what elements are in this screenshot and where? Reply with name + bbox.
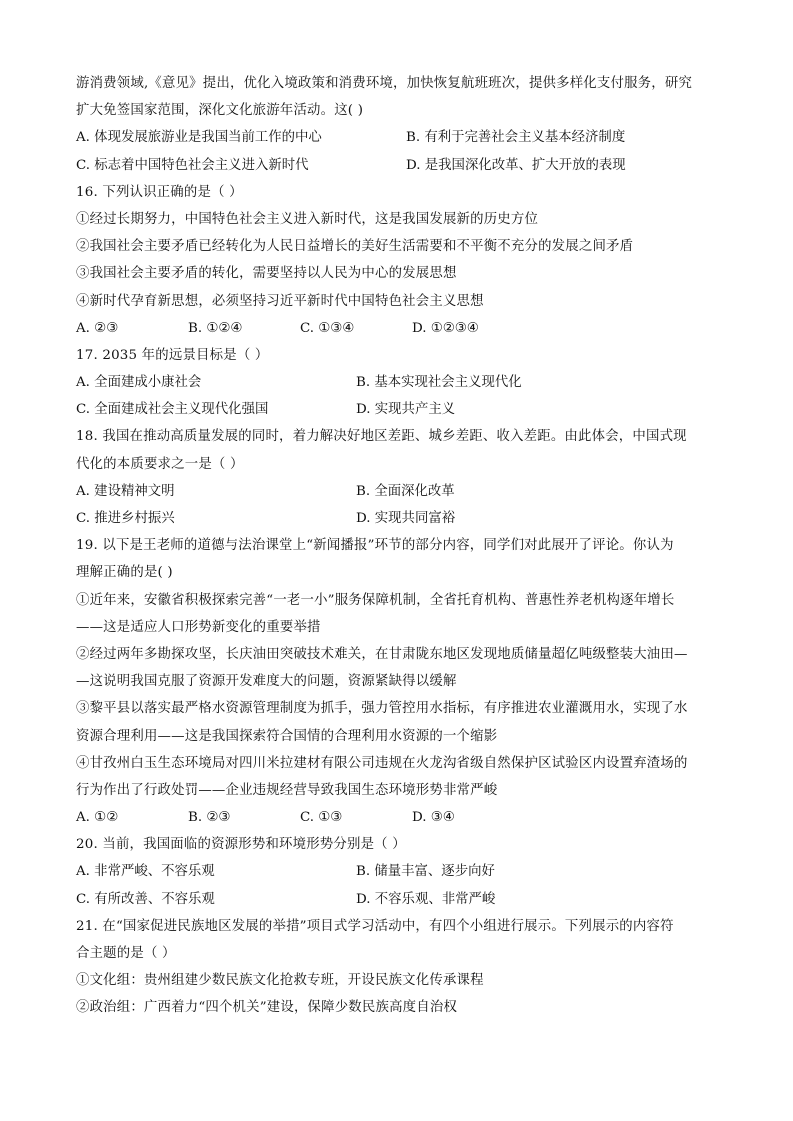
question-stem-line: 16. 下列认识正确的是（ ） [76,184,243,200]
option-row [76,369,721,396]
option-a: A. 全面建成小康社会 [76,375,202,391]
option-c: C. ①③ [300,810,343,826]
statement-item: ①文化组：贵州组建少数民族文化抢救专班，开设民族文化传承课程 [76,973,484,989]
option-d: D. 是我国深化改革、扩大开放的表现 [406,157,626,173]
option-row [76,886,721,913]
question-stem-line: 18. 我国在推动高质量发展的同时，着力解决好地区差距、城乡差距、收入差距。由此体会，中国式现 [76,429,687,445]
option-a: A. 体现发展旅游业是我国当前工作的中心 [76,130,322,146]
option-b: B. 有利于完善社会主义基本经济制度 [406,130,626,146]
question-stem-line: 17. 2035 年的远景目标是（ ） [76,347,269,363]
statement-item: 资源合理利用——这是我国探索符合国情的合理利用水资源的一个缩影 [76,728,498,744]
statement-item: ①近年来，安徽省积极探索完善“一老一小”服务保障机制，全省托育机构、普惠性养老机构逐年增长 [76,592,675,608]
option-d: D. ③④ [412,810,455,826]
option-d: D. ①②③④ [412,320,479,336]
question-stem-line: 合主题的是（ ） [76,946,176,961]
statement-item: ②政治组：广西着力“四个机关”建设，保障少数民族高度自治权 [76,1000,458,1016]
option-row [76,478,721,505]
statement-item: ③黎平县以落实最严格水资源管理制度为抓手，强力管控用水指标，有序推进农业灌溉用水，实现了水 [76,701,688,717]
question-stem-line: 理解正确的是( ) [76,565,173,581]
option-d: D. 实现共同富裕 [356,511,456,526]
question-stem-line: 19. 以下是王老师的道德与法治课堂上“新闻播报”环节的部分内容，同学们对此展开了评论。你认为 [76,538,674,554]
question-19 [76,532,721,831]
question-21 [76,913,721,1022]
question-18 [76,423,721,532]
option-row [76,396,721,423]
option-d: D. 不容乐观、非常严峻 [356,891,496,907]
question-stem-line: 扩大免签国家范围，深化文化旅游年活动。这( ) [76,103,364,119]
option-c: C. 有所改善、不容乐观 [76,891,215,907]
statement-item: ②我国社会主要矛盾已经转化为人民日益增长的美好生活需要和不平衡不充分的发展之间矛盾 [76,239,634,255]
question-stem-line: 21. 在“国家促进民族地区发展的举措”项目式学习活动中，有四个小组进行展示。下列展示的内容符 [76,918,674,934]
question-stem-line: 20. 当前，我国面临的资源形势和环境形势分别是（ ） [76,837,406,853]
question-16 [76,179,721,342]
exam-page [76,70,721,1022]
option-b: B. 储量丰富、逐步向好 [356,864,495,880]
option-d: D. 实现共产主义 [356,402,456,418]
option-b: B. ②③ [188,810,231,826]
question-stem-line: 游消费领域,《意见》提出，优化入境政策和消费环境，加快恢复航班班次，提供多样化支付服务，研究 [76,76,693,91]
option-row [76,124,721,151]
statement-item: ④甘孜州白玉生态环境局对四川米拉建材有限公司违规在火龙沟省级自然保护区试验区内设置弃渣场的 [76,755,688,771]
option-row [76,858,721,885]
statement-item: ③我国社会主要矛盾的转化，需要坚持以人民为中心的发展思想 [76,266,457,282]
option-a: A. 非常严峻、不容乐观 [76,864,215,880]
statement-item: 行为作出了行政处罚——企业违规经营导致我国生态环境形势非常严峻 [76,782,498,798]
option-a: A. 建设精神文明 [76,483,175,499]
question-15 [76,70,721,179]
option-b: B. 全面深化改革 [356,483,455,499]
question-stem-line: 代化的本质要求之一是（ ） [76,456,244,472]
option-row [76,505,721,532]
option-row [76,152,721,179]
option-c: C. ①③④ [300,320,355,336]
option-c: C. 推进乡村振兴 [76,511,175,526]
statement-item: ——这是适应人口形势新变化的重要举措 [76,619,321,635]
statement-item: —这说明我国克服了资源开发难度大的问题，资源紧缺得以缓解 [76,674,457,690]
statement-item: ④新时代孕育新思想，必须坚持习近平新时代中国特色社会主义思想 [76,293,484,309]
option-a: A. ②③ [76,320,119,336]
option-row [76,804,721,831]
option-c: C. 标志着中国特色社会主义进入新时代 [76,157,309,173]
option-c: C. 全面建成社会主义现代化强国 [76,402,269,418]
statement-item: ①经过长期努力，中国特色社会主义进入新时代，这是我国发展新的历史方位 [76,211,539,227]
option-b: B. 基本实现社会主义现代化 [356,375,522,391]
option-row [76,315,721,342]
option-a: A. ①② [76,810,119,826]
statement-item: ②经过两年多勘探攻坚，长庆油田突破技术难关，在甘肃陇东地区发现地质储量超亿吨级整装大油田— [76,646,688,662]
option-b: B. ①②④ [188,320,243,336]
question-17 [76,342,721,424]
question-20 [76,831,721,913]
